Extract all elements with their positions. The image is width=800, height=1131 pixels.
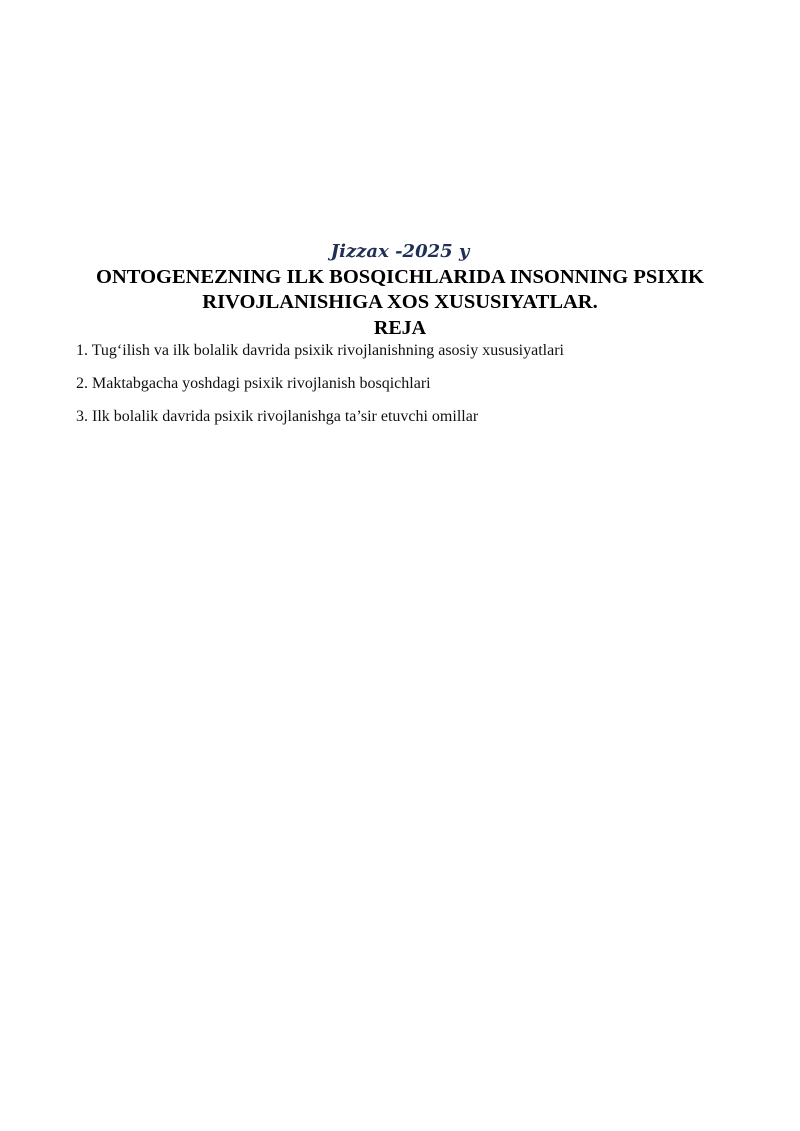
document-title-line-1: ONTOGENEZNING ILK BOSQICHLARIDA INSONNING PSIXIK — [96, 266, 704, 288]
plan-item-3: 3. Ilk bolalik davrida psixik rivojlanishga ta’sir etuvchi omillar — [76, 408, 479, 425]
city-year-caption: Jizzax -2025 y — [330, 241, 470, 262]
plan-heading: REJA — [373, 317, 427, 339]
plan-item-2: 2. Maktabgacha yoshdagi psixik rivojlanish bosqichlari — [76, 375, 431, 392]
document-title — [60, 265, 740, 315]
plan-item-1: 1. Tug‘ilish va ilk bolalik davrida psixik rivojlanishning asosiy xususiyatlari — [76, 342, 564, 359]
plan-list — [76, 340, 736, 439]
document-title-line-2: RIVOJLANISHIGA XOS XUSUSIYATLAR. — [202, 291, 598, 313]
